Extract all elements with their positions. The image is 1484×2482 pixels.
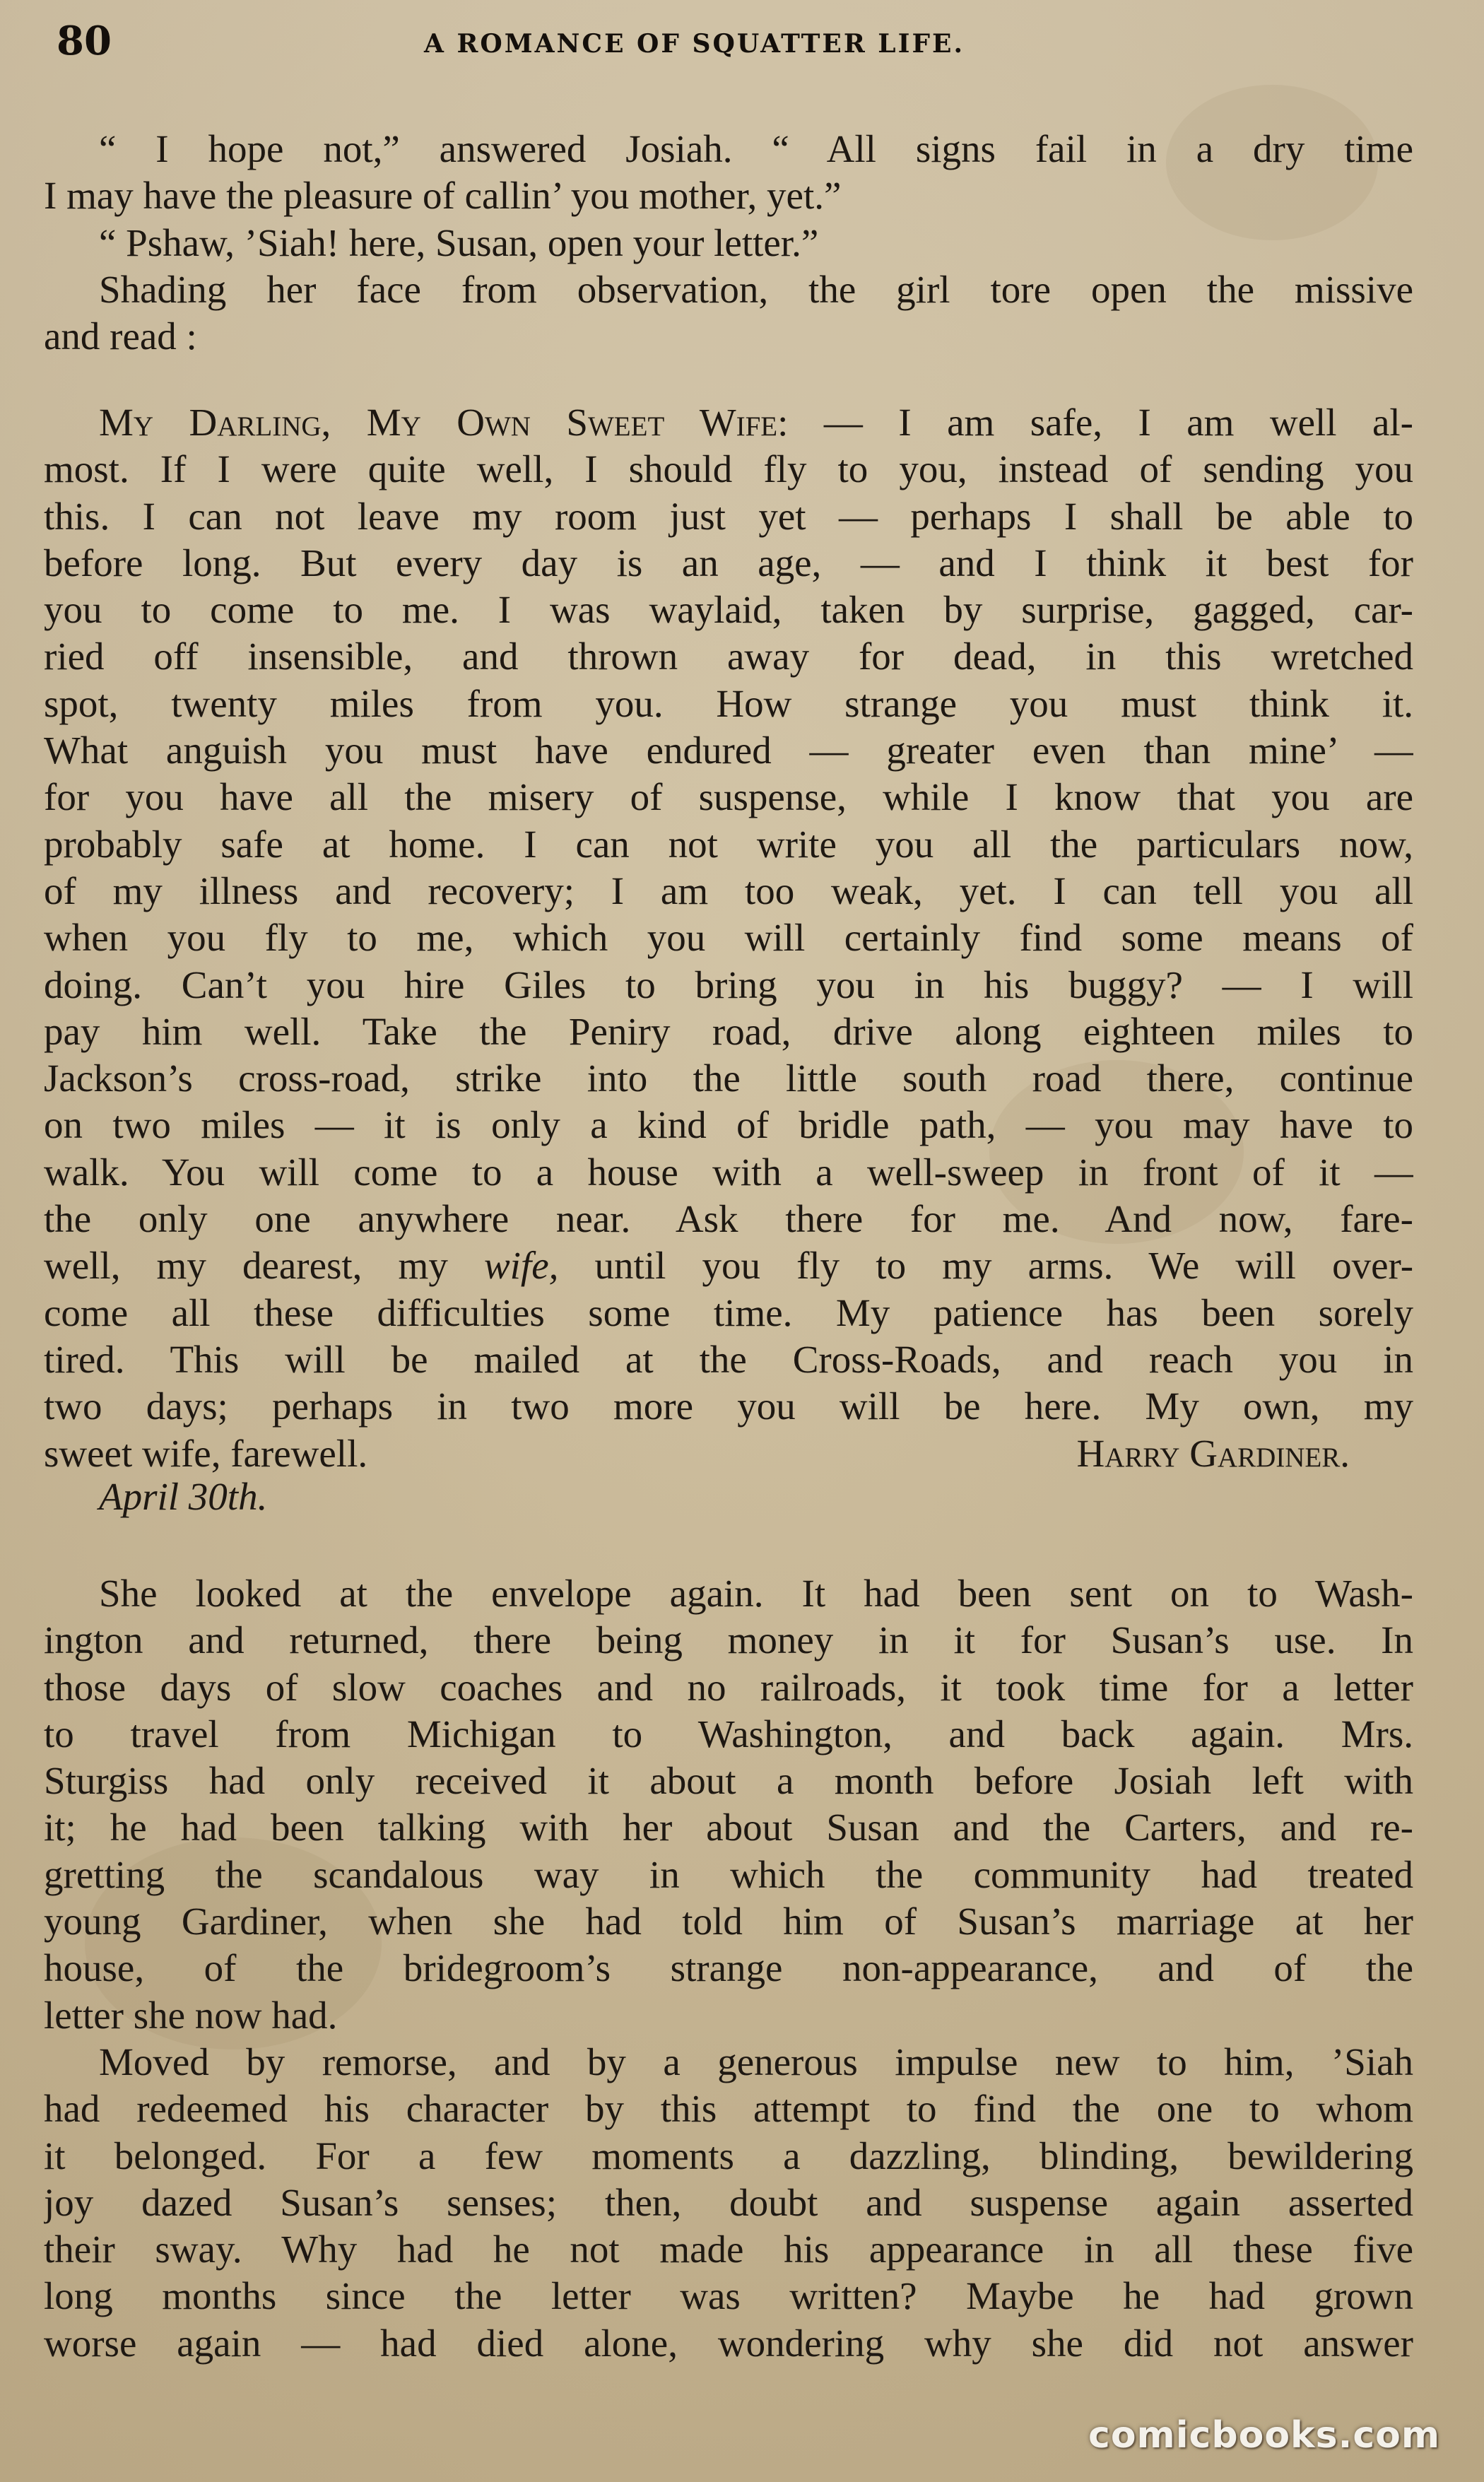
text-line: of my illness and recovery; I am too weak, yet. I can tell you all [44,869,1413,912]
text-line: house, of the bridegroom’s strange non-appearance, and of the [44,1946,1413,1990]
text-line: it belonged. For a few moments a dazzling, blinding, bewildering [44,2134,1413,2177]
text-line: Moved by remorse, and by a generous impulse new to him, ’Siah [99,2040,1413,2083]
page-header [57,13,1427,69]
site-watermark: comicbooks.com [1088,2414,1441,2457]
letter-date: April 30th. [99,1475,268,1518]
text-line: doing. Can’t you hire Giles to bring you in his buggy? — I will [44,963,1413,1006]
page-number: 80 [57,18,112,64]
letter-salutation: My Darling, My Own Sweet Wife [99,401,778,444]
text-segment: well, my dearest, my [44,1244,448,1288]
text-line: and read : [44,314,197,358]
text-line: long months since the letter was written? Maybe he had grown [44,2274,1413,2318]
text-line: to travel from Michigan to Washington, and back again. Mrs. [44,1712,1413,1755]
letter-closing-line [44,1430,1413,1477]
text-line: sweet wife, farewell. [44,1431,368,1475]
text-line: their sway. Why had he not made his appearance in all these five [44,2228,1413,2271]
text-line: Shading her face from observation, the girl tore open the missive [99,267,1413,311]
text-line: walk. You will come to a house with a well-sweep in front of it — [44,1150,1413,1194]
running-head: A ROMANCE OF SQUATTER LIFE. [424,29,965,59]
text-line: pay him well. Take the Peniry road, drive along eighteen miles to [44,1009,1413,1053]
text-line: Jackson’s cross-road, strike into the little south road there, continue [44,1057,1413,1100]
text-line: She looked at the envelope again. It had been sent on to Wash- [99,1572,1413,1615]
text-line: joy dazed Susan’s senses; then, doubt and suspense again asserted [44,2180,1413,2224]
text-line: this. I can not leave my room just yet — perhaps I shall be able to [44,494,1413,538]
text-line: young Gardiner, when she had told him of Susan’s marriage at her [44,1900,1413,1943]
text-line: gretting the scandalous way in which the community had treated [44,1852,1413,1896]
opening-paragraphs [44,126,1413,360]
italic-word: wife, [483,1244,559,1288]
letter-body [44,399,1413,1477]
text-line: “ Pshaw, ’Siah! here, Susan, open your letter.” [99,220,819,264]
text-line: “ I hope not,” answered Josiah. “ All signs fail in a dry time [99,127,1413,170]
text-line: you to come to me. I was waylaid, taken by surprise, gagged, car- [44,588,1413,632]
letter-line-with-italic [44,1242,1413,1289]
text-line: ington and returned, there being money in it for Susan’s use. In [44,1618,1413,1662]
text-segment: until you fly to my arms. We will over- [594,1244,1413,1288]
text-line: before long. But every day is an age, — and I think it best for [44,541,1413,584]
closing-paragraphs [44,1570,1413,2367]
text-line: I may have the pleasure of callin’ you mother, yet.” [44,174,842,218]
text-line: had redeemed his character by this attempt to find the one to whom [44,2087,1413,2131]
text-line: ried off insensible, and thrown away for dead, in this wretched [44,635,1413,678]
text-line: worse again — had died alone, wondering why she did not answer [44,2321,1413,2365]
text-line: Sturgiss had only received it about a month before Josiah left with [44,1759,1413,1803]
text-line: the only one anywhere near. Ask there for me. And now, fare- [44,1197,1413,1241]
text-line: spot, twenty miles from you. How strange you must think it. [44,681,1413,725]
text-line: : — I am safe, I am well al- [777,401,1413,444]
text-line: most. If I were quite well, I should fly to you, instead of sending you [44,447,1413,491]
text-line: letter she now had. [44,1993,338,2037]
text-line: two days; perhaps in two more you will be here. My own, my [44,1384,1413,1428]
letter-first-line [44,399,1413,446]
text-line: on two miles — it is only a kind of bridle path, — you may have to [44,1103,1413,1147]
text-line: for you have all the misery of suspense, while I know that you are [44,775,1413,819]
text-line: it; he had been talking with her about Susan and the Carters, and re- [44,1806,1413,1849]
text-line: What anguish you must have endured — greater even than mine’ — [44,729,1413,772]
letter-signature: Harry Gardiner. [1076,1431,1350,1475]
text-line: come all these difficulties some time. My patience has been sorely [44,1290,1413,1334]
text-line: tired. This will be mailed at the Cross-Roads, and reach you in [44,1337,1413,1381]
text-line: when you fly to me, which you will certainly find some means of [44,916,1413,960]
text-line: those days of slow coaches and no railroads, it took time for a letter [44,1665,1413,1709]
text-line: probably safe at home. I can not write you all the particulars now, [44,822,1413,866]
